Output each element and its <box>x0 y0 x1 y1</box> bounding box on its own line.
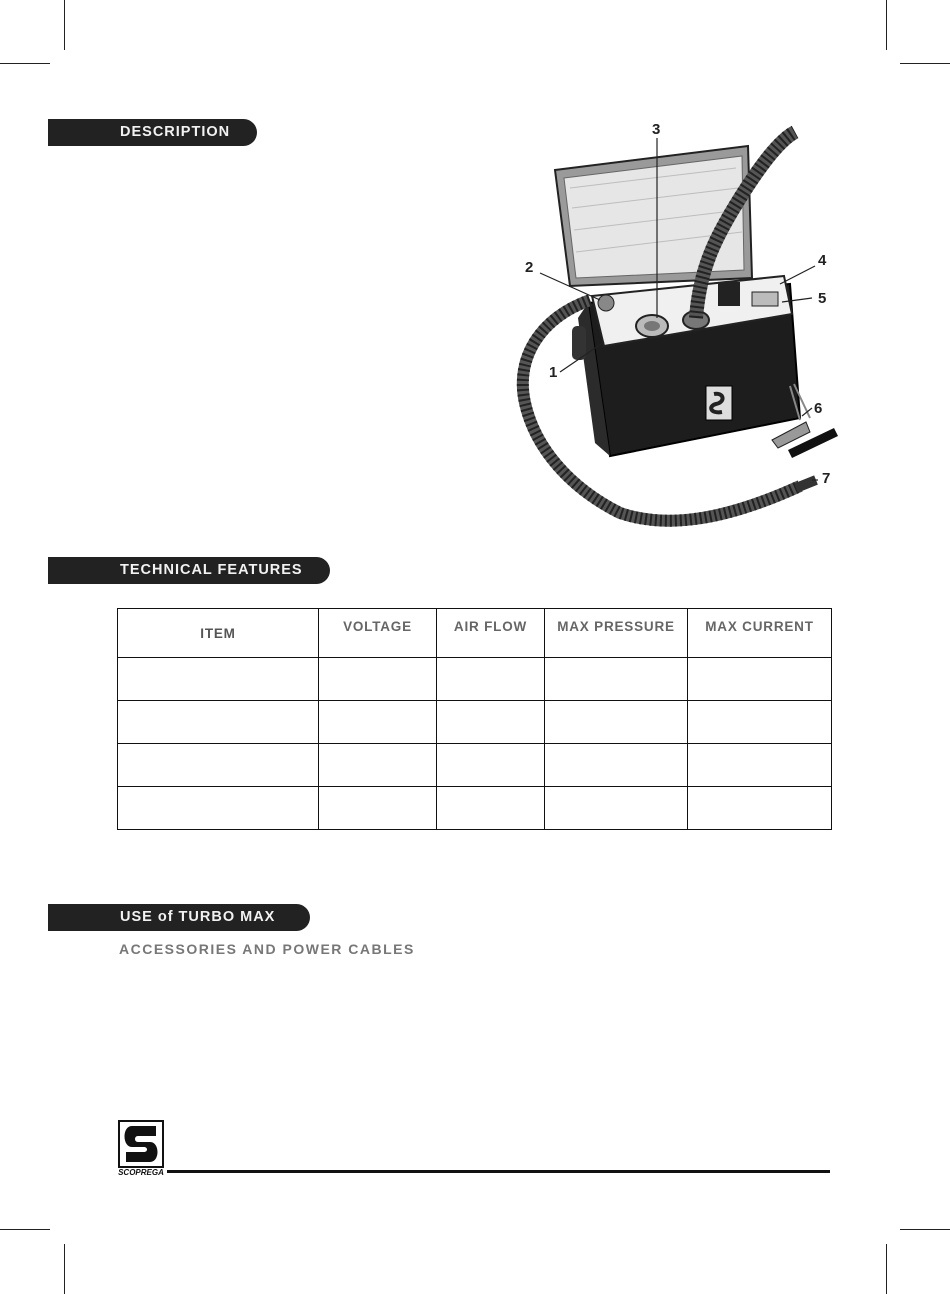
callout-1: 1 <box>549 364 558 381</box>
section-header-use <box>48 904 310 931</box>
table-cell <box>545 787 688 830</box>
crop-mark <box>900 1229 950 1230</box>
section-title: DESCRIPTION <box>120 124 231 140</box>
technical-features-table <box>117 608 832 830</box>
footer-rule <box>167 1170 830 1173</box>
table-cell <box>688 701 832 744</box>
table-cell <box>437 658 545 701</box>
table-cell <box>545 701 688 744</box>
scoprega-logo <box>118 1120 164 1176</box>
crop-mark <box>886 0 887 50</box>
table-cell <box>319 787 437 830</box>
table-cell <box>545 658 688 701</box>
accessories-subheading: ACCESSORIES AND POWER CABLES <box>119 941 415 957</box>
column-header-max-pressure: MAX PRESSURE <box>545 609 688 658</box>
column-header-voltage: VOLTAGE <box>319 609 437 658</box>
product-illustration <box>500 118 840 540</box>
column-header-max-current: MAX CURRENT <box>688 609 832 658</box>
callout-3: 3 <box>652 121 661 138</box>
table-row <box>118 744 832 787</box>
table-cell <box>688 744 832 787</box>
callout-6: 6 <box>814 400 823 417</box>
crop-mark <box>886 1244 887 1294</box>
table-cell <box>545 744 688 787</box>
section-title: TECHNICAL FEATURES <box>120 562 303 578</box>
crop-mark <box>64 0 65 50</box>
table-cell <box>319 658 437 701</box>
table-cell <box>319 701 437 744</box>
crop-mark <box>0 63 50 64</box>
table-cell <box>437 701 545 744</box>
section-header-description <box>48 119 257 146</box>
pump-bag-illustration <box>500 118 840 540</box>
table-cell <box>118 701 319 744</box>
crop-mark <box>900 63 950 64</box>
table-cell <box>118 787 319 830</box>
table-row <box>118 787 832 830</box>
table-cell <box>118 744 319 787</box>
table-cell <box>319 744 437 787</box>
table-cell <box>688 787 832 830</box>
table-cell <box>437 744 545 787</box>
callout-7: 7 <box>822 470 831 487</box>
callout-2: 2 <box>525 259 534 276</box>
crop-mark <box>64 1244 65 1294</box>
table-row <box>118 701 832 744</box>
table-row <box>118 658 832 701</box>
table-cell <box>688 658 832 701</box>
column-header-item: ITEM <box>118 609 319 658</box>
logo-text: SCOPREGA <box>118 1168 164 1176</box>
section-title: USE of TURBO MAX <box>120 909 276 925</box>
table-header-row <box>118 609 832 658</box>
column-header-air-flow: AIR FLOW <box>437 609 545 658</box>
section-header-technical-features <box>48 557 330 584</box>
crop-mark <box>0 1229 50 1230</box>
callout-5: 5 <box>818 290 827 307</box>
callout-4: 4 <box>818 252 827 269</box>
table-cell <box>437 787 545 830</box>
table-cell <box>118 658 319 701</box>
